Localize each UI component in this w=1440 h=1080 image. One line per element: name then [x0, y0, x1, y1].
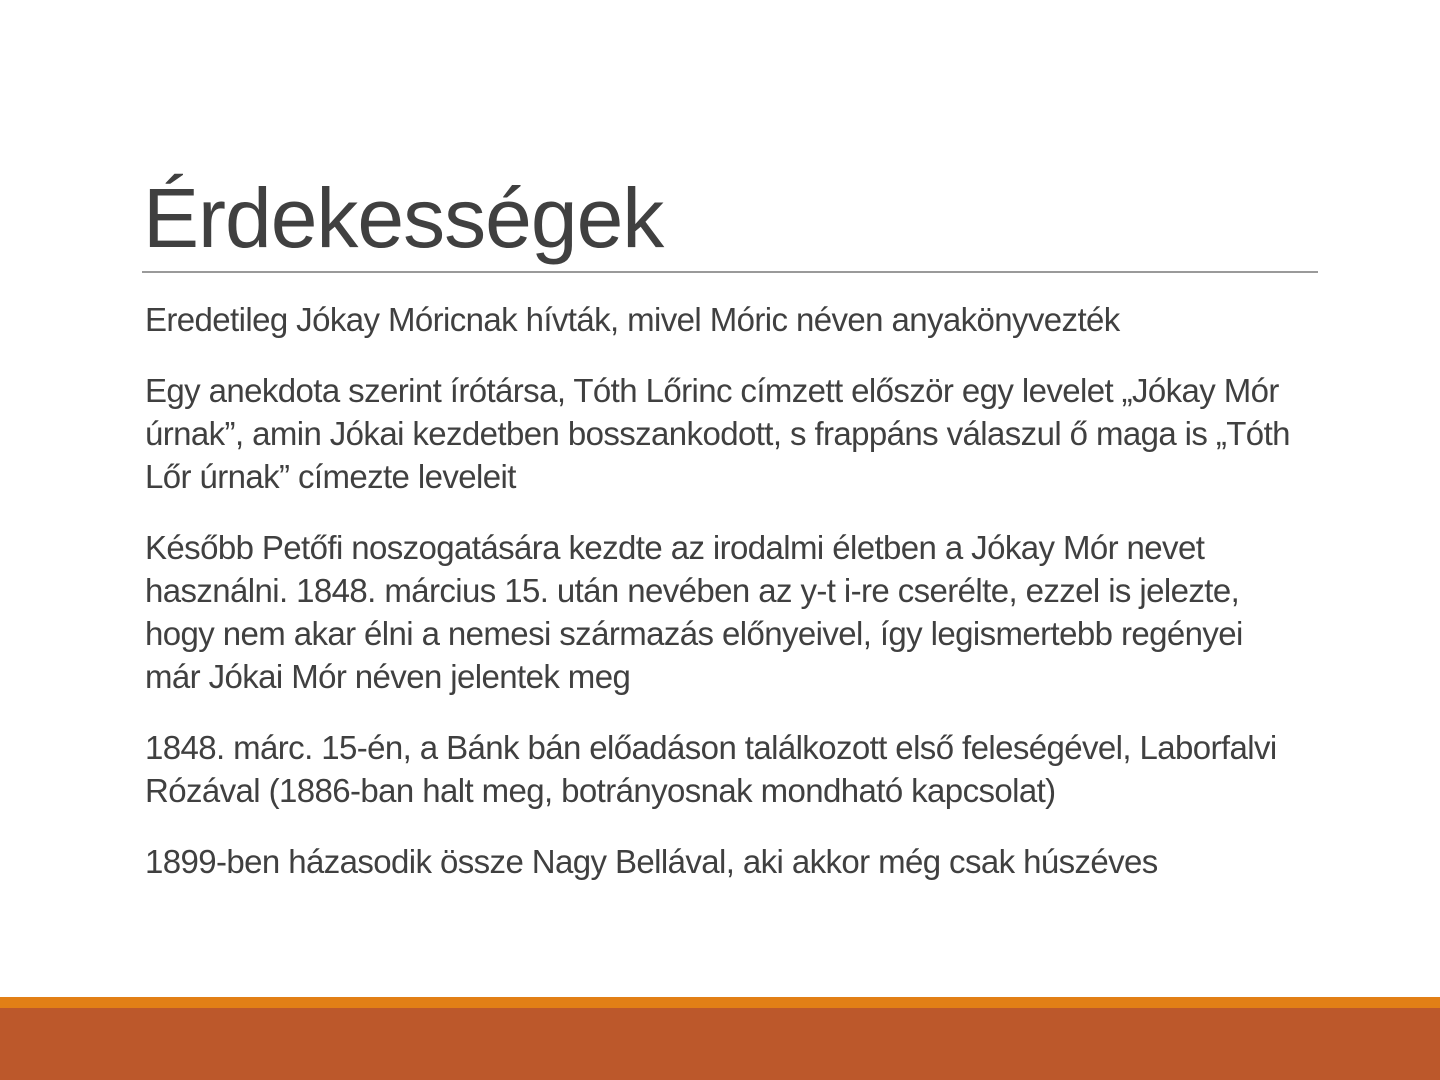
footer-band-rust	[0, 1008, 1440, 1080]
paragraph-second-marriage: 1899-ben házasodik össze Nagy Bellával, aki akkor még csak húszéves	[145, 843, 1158, 880]
slide-title: Érdekességek	[143, 171, 664, 265]
title-divider	[142, 271, 1318, 273]
paragraph-name-change: Később Petőfi noszogatására kezdte az irodalmi életben a Jókay Mór nevet használni. 1848. március 15. után nevében az y-t i-re cserélte, ezzel is jelezte, hogy nem akar élni a nemesi származás előnyeivel, így legismertebb regényei már Jókai Mór néven jelentek meg	[145, 529, 1243, 695]
slide-body	[145, 298, 1305, 911]
paragraph-first-wife: 1848. márc. 15-én, a Bánk bán előadáson találkozott első feleségével, Laborfalvi Rózával (1886-ban halt meg, botrányosnak mondható kapcsolat)	[145, 729, 1277, 809]
footer-band-orange	[0, 997, 1440, 1008]
paragraph-original-name: Eredetileg Jókay Móricnak hívták, mivel Móric néven anyakönyvezték	[145, 301, 1120, 338]
paragraph-anecdote: Egy anekdota szerint írótársa, Tóth Lőrinc címzett először egy levelet „Jókay Mór úrnak”, amin Jókai kezdetben bosszankodott, s frappáns válaszul ő maga is „Tóth Lőr úrnak” címezte leveleit	[145, 372, 1290, 495]
